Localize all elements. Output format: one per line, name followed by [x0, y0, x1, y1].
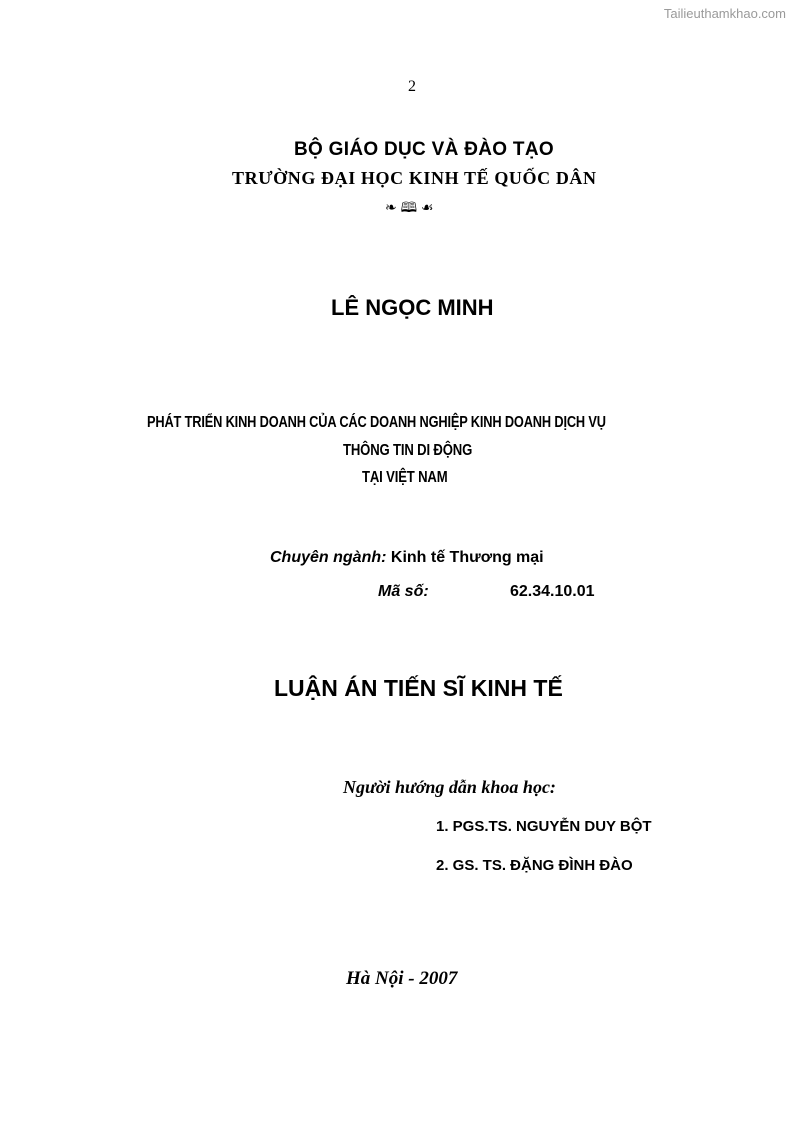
- supervisors-label: Người hướng dẫn khoa học:: [343, 777, 556, 797]
- thesis-title-line-2: THÔNG TIN DI ĐỘNG: [343, 442, 473, 459]
- code-label: Mã số:: [378, 583, 429, 600]
- specialty: [270, 549, 544, 567]
- degree-title: LUẬN ÁN TIẾN SĨ KINH TẾ: [274, 675, 563, 701]
- supervisor-1: 1. PGS.TS. NGUYỄN DUY BỘT: [436, 818, 652, 835]
- supervisor-2: 2. GS. TS. ĐẶNG ĐÌNH ĐÀO: [436, 857, 633, 874]
- thesis-title-line-3: TẠI VIỆT NAM: [362, 469, 448, 486]
- author-name: LÊ NGỌC MINH: [331, 295, 494, 320]
- code-value: 62.34.10.01: [510, 583, 595, 600]
- page-number: 2: [408, 78, 416, 95]
- ministry-heading: BỘ GIÁO DỤC VÀ ĐÀO TẠO: [294, 139, 554, 160]
- specialty-label: Chuyên ngành:: [270, 549, 387, 566]
- thesis-title-line-1: PHÁT TRIỂN KINH DOANH CỦA CÁC DOANH NGHIỆP KINH DOANH DỊCH VỤ: [147, 414, 606, 431]
- book-ornament-icon: ❧ 🕮 ☙: [385, 199, 434, 215]
- specialty-value: Kinh tế Thương mại: [390, 549, 544, 566]
- place-year: Hà Nội - 2007: [346, 968, 458, 989]
- watermark: Tailieuthamkhao.com: [663, 6, 786, 21]
- university-heading: TRƯỜNG ĐẠI HỌC KINH TẾ QUỐC DÂN: [232, 168, 597, 188]
